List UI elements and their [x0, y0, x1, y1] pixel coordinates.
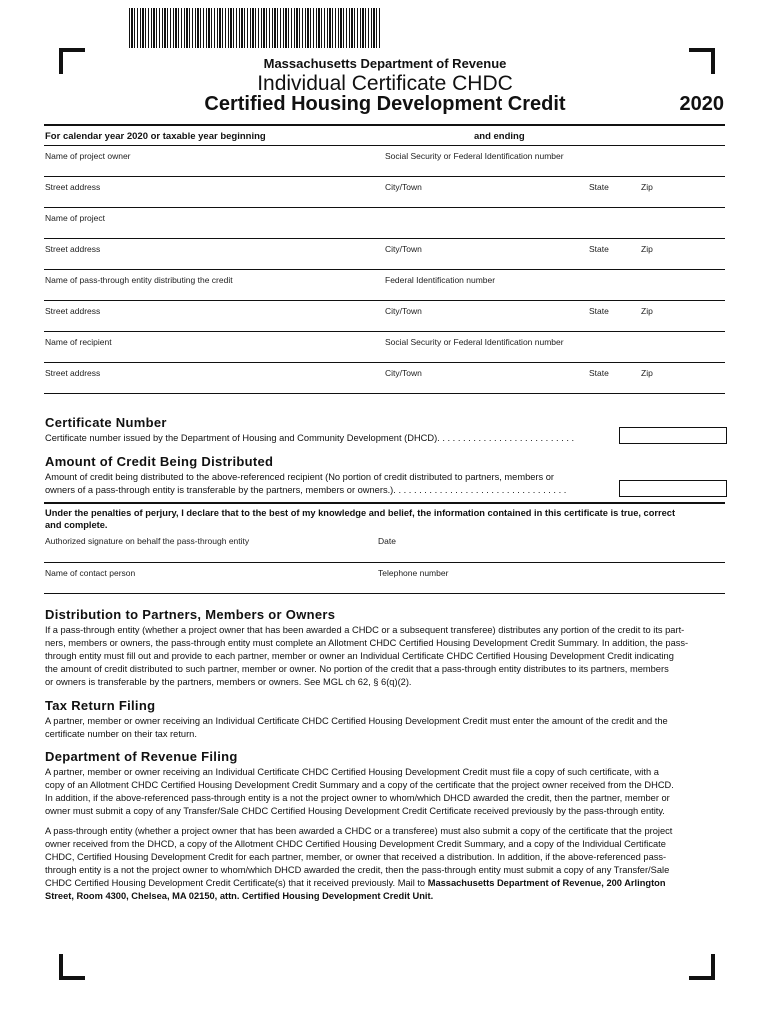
- passthrough-zip-field[interactable]: Zip: [641, 306, 653, 316]
- perjury-statement-1: Under the penalties of perjury, I declare that to the best of my knowledge and belief, the information contained in this certificate is true, correct: [45, 508, 676, 518]
- project-street-field[interactable]: Street address: [45, 244, 101, 254]
- owner-city-field[interactable]: City/Town: [385, 182, 422, 192]
- passthrough-street-field[interactable]: Street address: [45, 306, 101, 316]
- amount-text-2: owners of a pass-through entity is transferable by the partners, members or owners.). . . . . . . . . . . . . . . . . . . . . . . . . . . . . . . . . .: [45, 485, 567, 495]
- passthrough-fid-field[interactable]: Federal Identification number: [385, 275, 496, 285]
- credit-amount-input[interactable]: [619, 480, 727, 497]
- dor-filing-para-1: [45, 766, 730, 818]
- mailing-address: Massachusetts Department of Revenue, 200 Arlington: [427, 878, 666, 888]
- text-line: certificate number on their tax return.: [45, 729, 197, 739]
- dor-filing-heading: Department of Revenue Filing: [45, 749, 238, 764]
- form-year: 2020: [679, 93, 724, 115]
- period-beginning-label: For calendar year 2020 or taxable year beginning: [45, 131, 266, 142]
- rule: [44, 362, 725, 363]
- text-line: through entity must fill out and provide to each partner, member or owner an Individual Certificate CHDC Certified Housing Development Credit indicating: [45, 651, 674, 661]
- certificate-number-input[interactable]: [619, 427, 727, 444]
- rule: [44, 300, 725, 301]
- text-line: A pass-through entity (whether a project owner that has been awarded a CHDC or a transferee) must also submit a copy of the certificate that the project: [45, 826, 673, 836]
- recipient-name-field[interactable]: Name of recipient: [45, 337, 112, 347]
- rule: [44, 331, 725, 332]
- text-line: owner must submit a copy of any Transfer/Sale CHDC Certified Housing Development Credit Certificate received previously by the pass-through entity.: [45, 806, 665, 816]
- text-line: If a pass-through entity (whether a project owner that has been awarded a CHDC or a subsequent transferee) distributes any portion of the credit to its part-: [45, 625, 685, 635]
- distribution-heading: Distribution to Partners, Members or Owners: [45, 607, 336, 622]
- rule: [44, 238, 725, 239]
- distribution-text: [45, 624, 730, 689]
- passthrough-name-field[interactable]: Name of pass-through entity distributing the credit: [45, 275, 233, 285]
- mailing-text: CHDC Certified Housing Development Credit Certificate(s) that it received previously. Mail to: [45, 878, 428, 888]
- crop-mark-bottom-left: [59, 954, 85, 980]
- project-name-field[interactable]: Name of project: [45, 213, 105, 223]
- telephone-field[interactable]: Telephone number: [378, 568, 449, 578]
- text-line: copy of an Allotment CHDC Certified Housing Development Credit Summary and a copy of the certificate that the project owner received from the DHCD.: [45, 780, 674, 790]
- date-field[interactable]: Date: [378, 536, 396, 546]
- tax-return-heading: Tax Return Filing: [45, 698, 156, 713]
- text-line: the amount of credit distributed to such partner, member or owner. No portion of the credit that a pass-through entity distributes to its partners, members: [45, 664, 669, 674]
- passthrough-city-field[interactable]: City/Town: [385, 306, 422, 316]
- text-line: owner received from the DHCD, a copy of the Allotment CHDC Certified Housing Development Credit Summary, and a copy of the Individual Certificate: [45, 839, 666, 849]
- certificate-text: Certificate number issued by the Department of Housing and Community Development (DHCD). . . . . . . . . . . . . . . . . . . . . . . . . . .: [45, 433, 575, 443]
- dor-filing-para-2: [45, 825, 730, 903]
- recipient-id-field[interactable]: Social Security or Federal Identification number: [385, 337, 564, 347]
- rule: [44, 593, 725, 594]
- certificate-heading: Certificate Number: [45, 415, 167, 430]
- amount-text-1: Amount of credit being distributed to the above-referenced recipient (No portion of credit distributed to partners, members or: [45, 472, 555, 482]
- contact-person-field[interactable]: Name of contact person: [45, 568, 136, 578]
- text-line: ners, members or owners, the pass-through entity must complete an Allotment CHDC Certified Housing Development Credit Summary. In addition, the pass-: [45, 638, 689, 648]
- text-line: CHDC, Certified Housing Development Credit for each partner, member, or owner that received a distribution. In addition, if the above-referenced pass-: [45, 852, 667, 862]
- owner-id-field[interactable]: Social Security or Federal Identification number: [385, 151, 564, 161]
- form-title: Individual Certificate CHDC: [257, 72, 513, 95]
- recipient-street-field[interactable]: Street address: [45, 368, 101, 378]
- text-line: [45, 890, 730, 903]
- form-subtitle: Certified Housing Development Credit: [204, 93, 566, 115]
- rule: [44, 145, 725, 146]
- mailing-address-cont: Street, Room 4300, Chelsea, MA 02150, attn. Certified Housing Development Credit Unit.: [45, 891, 434, 901]
- rule: [44, 393, 725, 394]
- rule: [44, 207, 725, 208]
- recipient-city-field[interactable]: City/Town: [385, 368, 422, 378]
- project-state-field[interactable]: State: [589, 244, 609, 254]
- text-line: or owners is transferable by the partners, members or owners. See MGL ch 62, § 6(q)(2).: [45, 677, 412, 687]
- amount-heading: Amount of Credit Being Distributed: [45, 454, 274, 469]
- owner-state-field[interactable]: State: [589, 182, 609, 192]
- owner-zip-field[interactable]: Zip: [641, 182, 653, 192]
- owner-street-field[interactable]: Street address: [45, 182, 101, 192]
- department-name: Massachusetts Department of Revenue: [263, 56, 507, 71]
- project-owner-name-field[interactable]: Name of project owner: [45, 151, 131, 161]
- rule: [44, 269, 725, 270]
- perjury-statement-2: and complete.: [45, 520, 108, 530]
- recipient-zip-field[interactable]: Zip: [641, 368, 653, 378]
- text-line: A partner, member or owner receiving an Individual Certificate CHDC Certified Housing Development Credit must file a copy of such certificate, with a: [45, 767, 659, 777]
- recipient-state-field[interactable]: State: [589, 368, 609, 378]
- tax-return-text: [45, 715, 730, 741]
- text-line: In addition, if the above-referenced pass-through entity is a not the project owner to whom/which DHCD awarded the credit, then the partner, member or: [45, 793, 670, 803]
- rule: [44, 176, 725, 177]
- rule: [44, 502, 725, 504]
- rule: [44, 562, 725, 563]
- project-zip-field[interactable]: Zip: [641, 244, 653, 254]
- text-line: A partner, member or owner receiving an Individual Certificate CHDC Certified Housing Development Credit must enter the amount of the credit and the: [45, 716, 668, 726]
- barcode: [129, 8, 381, 48]
- crop-mark-bottom-right: [689, 954, 715, 980]
- project-city-field[interactable]: City/Town: [385, 244, 422, 254]
- text-line: [45, 877, 730, 890]
- text-line: through entity is a not the project owner to whom/which DHCD awarded the credit, then the pass-through entity must submit a copy of any Transfer/Sale: [45, 865, 670, 875]
- header-rule: [44, 124, 725, 126]
- passthrough-state-field[interactable]: State: [589, 306, 609, 316]
- signature-field[interactable]: Authorized signature on behalf the pass-through entity: [45, 536, 250, 546]
- period-ending-label: and ending: [474, 131, 525, 142]
